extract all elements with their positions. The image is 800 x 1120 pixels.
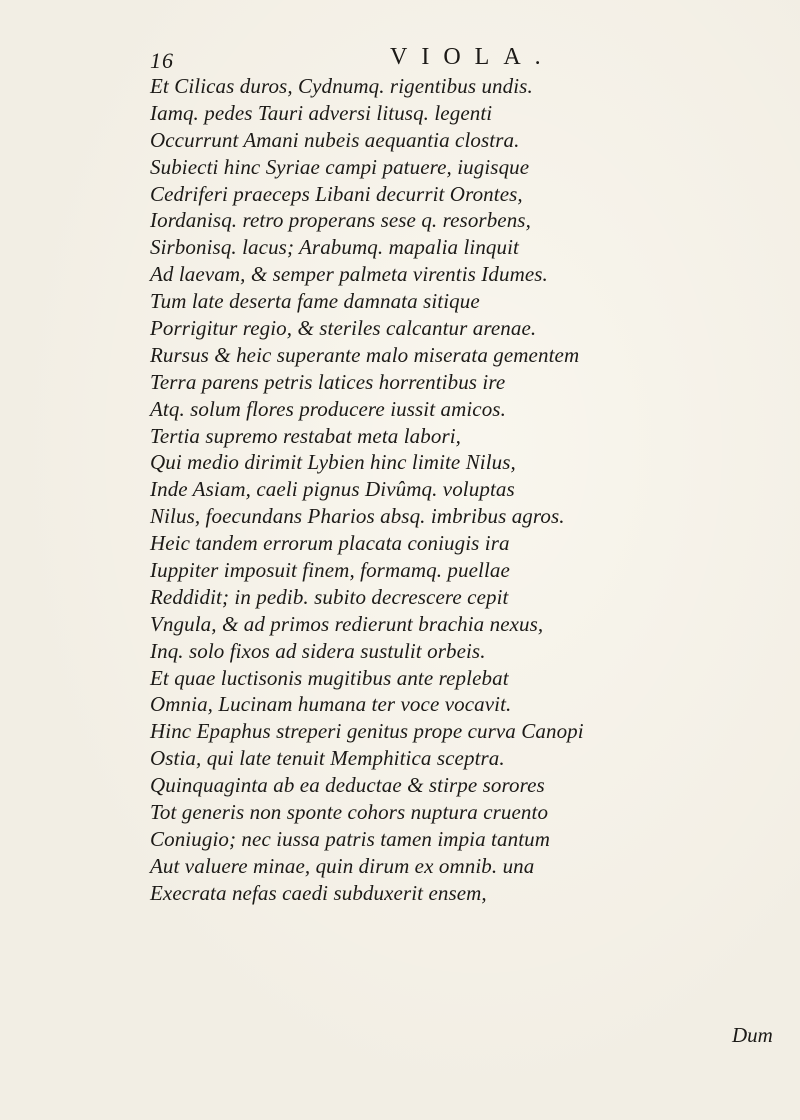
verse-line: Terra parens petris latices horrentibus ire: [150, 369, 506, 394]
verse-line: Atq. solum flores producere iussit amicos.: [150, 396, 506, 421]
verse-line: Tot generis non sponte cohors nuptura cruento: [150, 800, 549, 825]
verse-line: Inde Asiam, caeli pignus Divûmq. voluptas: [150, 477, 515, 502]
verse-block: [150, 73, 780, 907]
verse-line: Porrigitur regio, & steriles calcantur arenae.: [150, 316, 537, 341]
verse-line: Hinc Epaphus streperi genitus prope curva Canopi: [150, 719, 584, 744]
verse-line: Nilus, foecundans Pharios absq. imbribus agros.: [150, 504, 565, 529]
verse-line: Inq. solo fixos ad sidera sustulit orbeis.: [150, 638, 486, 663]
verse-line: Et Cilicas duros, Cydnumq. rigentibus undis.: [150, 74, 533, 98]
verse-line: Rursus & heic superante malo miserata gementem: [150, 342, 580, 367]
verse-line: Reddidit; in pedib. subito decrescere cepit: [150, 584, 509, 609]
verse-line: Cedriferi praeceps Libani decurrit Orontes,: [150, 181, 523, 206]
verse-line: Quinquaginta ab ea deductae & stirpe sorores: [150, 773, 545, 798]
catchword: Dum: [732, 1023, 773, 1047]
verse-line: Subiecti hinc Syriae campi patuere, iugisque: [150, 154, 530, 179]
verse-line: Coniugio; nec iussa patris tamen impia tantum: [150, 826, 550, 851]
verse-line: Tum late deserta fame damnata sitique: [150, 289, 480, 314]
verse-line: Iuppiter imposuit finem, formamq. puellae: [150, 558, 510, 583]
verse-line: Ad laevam, & semper palmeta virentis Idumes.: [150, 262, 548, 287]
verse-line: Sirbonisq. lacus; Arabumq. mapalia linquit: [150, 235, 519, 260]
verse-line: Occurrunt Amani nubeis aequantia clostra.: [150, 127, 520, 152]
verse-line: Iamq. pedes Tauri adversi litusq. legenti: [150, 100, 493, 125]
verse-line: Vngula, & ad primos redierunt brachia nexus,: [150, 611, 544, 636]
page-number: 16: [150, 48, 174, 73]
verse-line: Tertia supremo restabat meta labori,: [150, 423, 462, 448]
verse-line: Ostia, qui late tenuit Memphitica sceptra.: [150, 746, 505, 771]
running-head: VIOLA.: [390, 44, 555, 70]
verse-line: Et quae luctisonis mugitibus ante replebat: [150, 665, 509, 690]
verse-line: Execrata nefas caedi subduxerit ensem,: [150, 880, 487, 905]
verse-line: Omnia, Lucinam humana ter voce vocavit.: [150, 692, 512, 717]
verse-line: Aut valuere minae, quin dirum ex omnib. una: [150, 853, 535, 878]
verse-line: Iordanisq. retro properans sese q. resorbens,: [150, 208, 531, 233]
verse-line: Heic tandem errorum placata coniugis ira: [150, 531, 510, 556]
verse-line: Qui medio dirimit Lybien hinc limite Nilus,: [150, 450, 516, 475]
